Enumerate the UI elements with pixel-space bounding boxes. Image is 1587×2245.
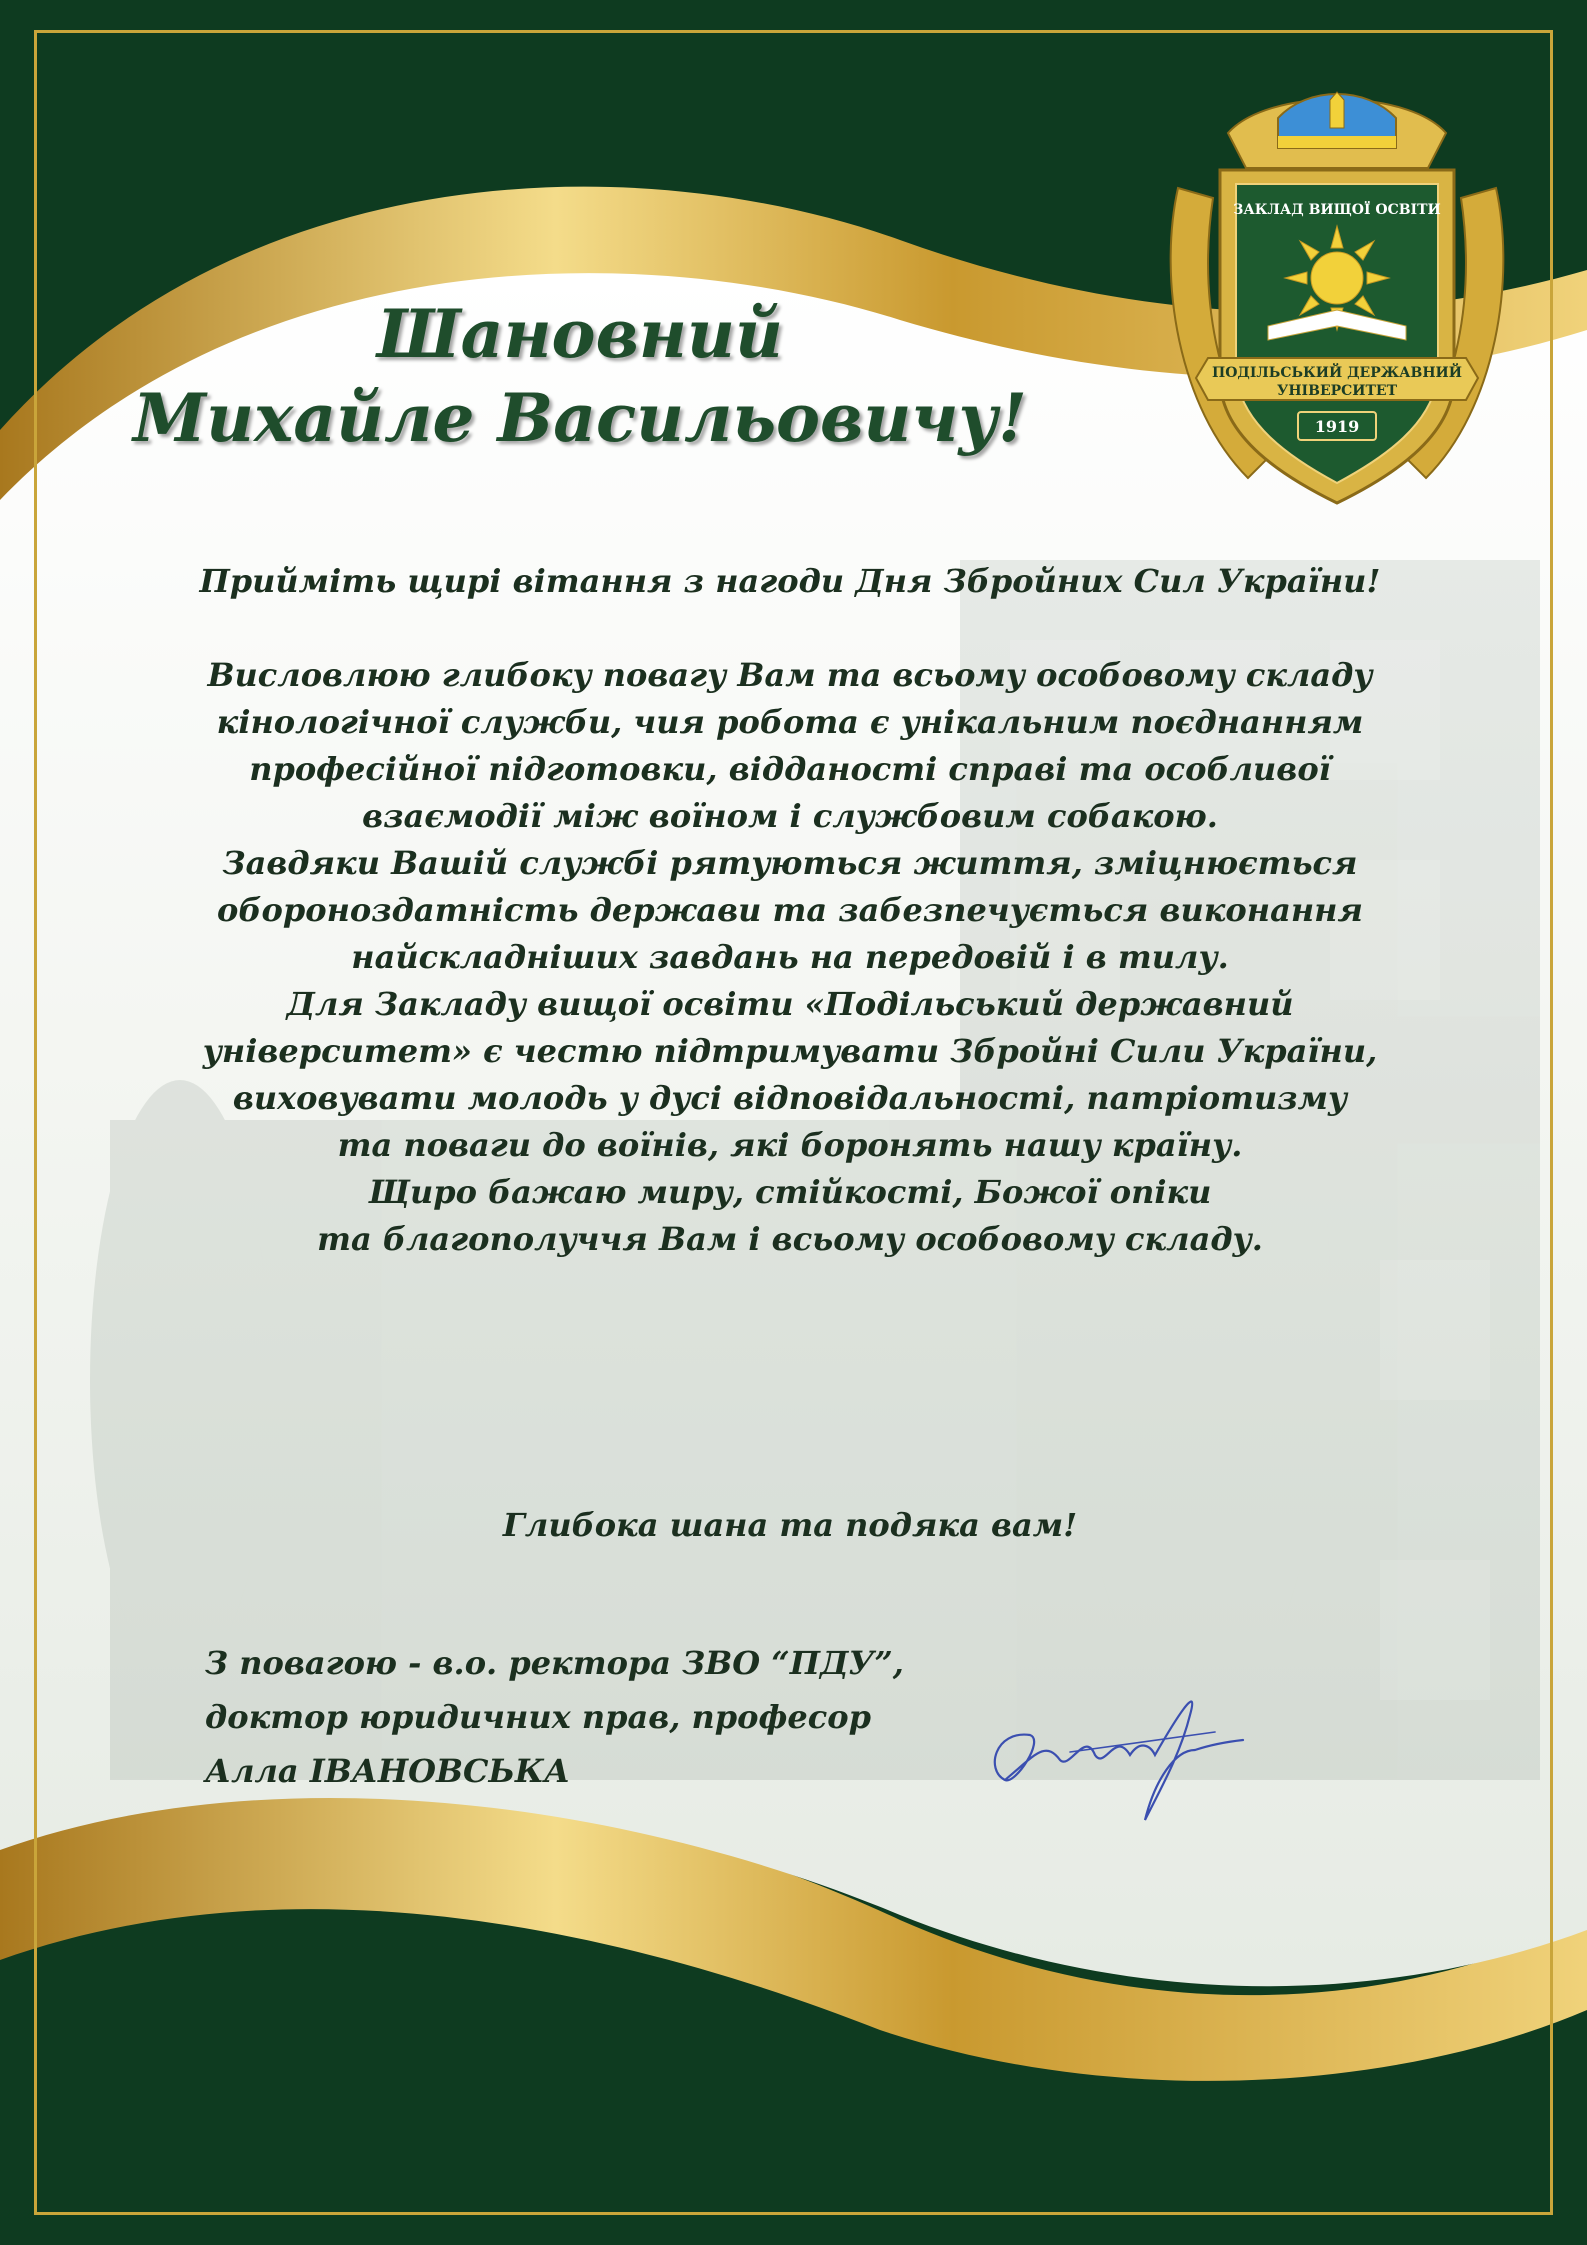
greeting-heading — [130, 292, 1030, 460]
body-line: найскладніших завдань на передовій і в тилу. — [351, 938, 1229, 976]
letter-body — [150, 558, 1430, 1263]
body-line: та благополуччя Вам і всьому особовому складу. — [317, 1220, 1263, 1258]
signer-degree: доктор юридичних прав, професор — [205, 1698, 871, 1736]
handwritten-signature-icon — [975, 1660, 1245, 1830]
signature-block — [205, 1636, 1105, 1798]
university-emblem-icon — [1158, 78, 1516, 518]
body-line: та поваги до воїнів, які боронять нашу країну. — [337, 1126, 1243, 1164]
signer-position: З повагою - в.о. ректора ЗВО “ПДУ”, — [205, 1644, 904, 1682]
emblem-ribbon-line1: ПОДІЛЬСЬКИЙ ДЕРЖАВНИЙ — [1211, 365, 1463, 381]
body-line: Для Закладу вищої освіти «Подільський державний — [286, 985, 1294, 1023]
body-line: професійної підготовки, відданості справі та особливої — [249, 750, 1331, 788]
emblem-year: 1919 — [1314, 417, 1360, 436]
emblem-top-label: ЗАКЛАД ВИЩОЇ ОСВІТИ — [1233, 202, 1441, 218]
body-line: університет» є честю підтримувати Збройні Сили України, — [202, 1032, 1378, 1070]
body-line: Щиро бажаю миру, стійкості, Божої опіки — [368, 1173, 1212, 1211]
body-line: Завдяки Вашій службі рятуються життя, зміцнюється — [222, 844, 1358, 882]
body-line: виховувати молодь у дусі відповідальності, патріотизму — [232, 1079, 1348, 1117]
body-line: обороноздатність держави та забезпечується виконання — [217, 891, 1363, 929]
body-line: взаємодії між воїном і службовим собакою. — [362, 797, 1218, 835]
closing-line: Глибока шана та подяка вам! — [502, 1506, 1078, 1544]
body-line: Висловлюю глибоку повагу Вам та всьому особовому складу — [207, 656, 1373, 694]
greeting-line-2: Михайле Васильовичу! — [133, 379, 1027, 457]
intro-line: Прийміть щирі вітання з нагоди Дня Збройних Сил України! — [199, 562, 1381, 600]
body-line: кінологічної служби, чия робота є унікальним поєднанням — [216, 703, 1364, 741]
signer-name: Алла ІВАНОВСЬКА — [205, 1752, 571, 1790]
greeting-line-1: Шановний — [376, 295, 784, 373]
emblem-ribbon-line2: УНІВЕРСИТЕТ — [1276, 383, 1398, 399]
